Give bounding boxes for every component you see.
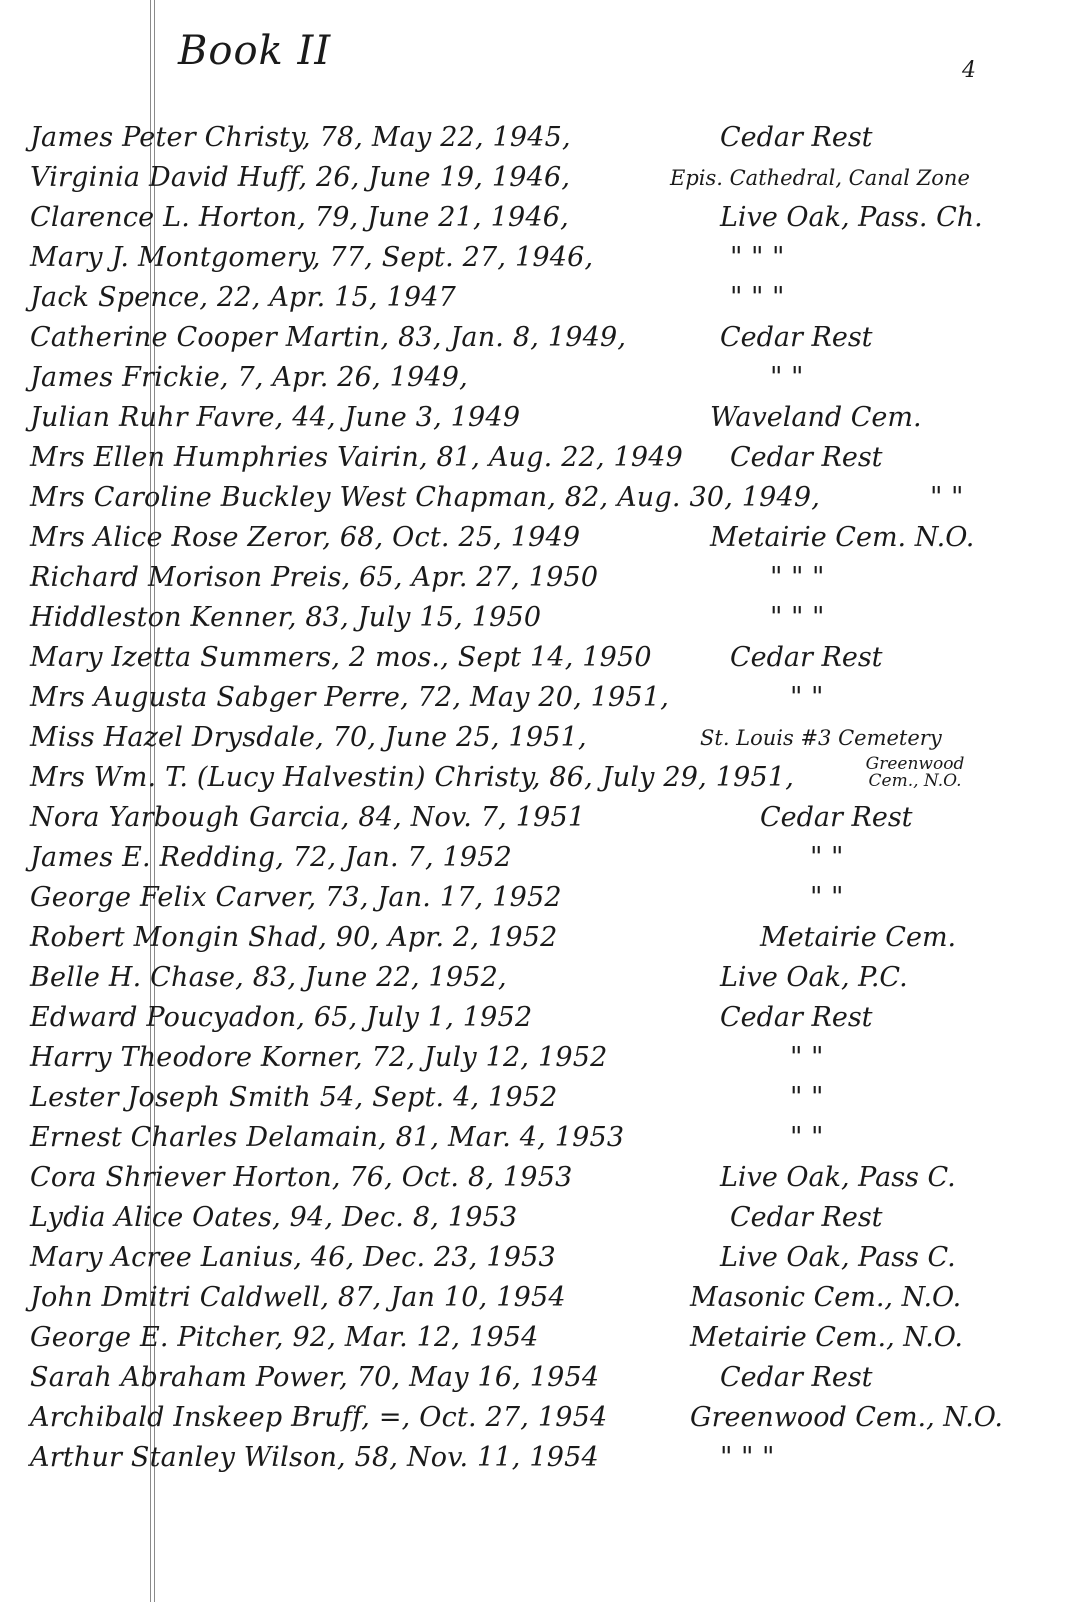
entry-text: James E. Redding, 72, Jan. 7, 1952: [30, 842, 513, 873]
entry-place: Live Oak, Pass C.: [720, 1162, 956, 1193]
entry-place: " ": [790, 1042, 824, 1073]
entry-place: " ": [930, 482, 964, 513]
list-item: [30, 278, 1050, 318]
list-item: [30, 1358, 1050, 1398]
entry-place: Cedar Rest: [760, 802, 913, 833]
entry-text: James Peter Christy, 78, May 22, 1945,: [30, 122, 571, 153]
list-item: [30, 1398, 1050, 1438]
entry-place: " ": [790, 682, 824, 713]
entry-text: Nora Yarbough Garcia, 84, Nov. 7, 1951: [30, 802, 586, 833]
list-item: [30, 1438, 1050, 1478]
page-title: Book II: [178, 28, 332, 74]
list-item: [30, 398, 1050, 438]
entry-text: Miss Hazel Drysdale, 70, June 25, 1951,: [30, 722, 587, 753]
corner-mark: 4: [962, 58, 976, 83]
entry-text: George Felix Carver, 73, Jan. 17, 1952: [30, 882, 562, 913]
entry-text: Belle H. Chase, 83, June 22, 1952,: [30, 962, 507, 993]
entry-text: Julian Ruhr Favre, 44, June 3, 1949: [30, 402, 521, 433]
entry-text: Arthur Stanley Wilson, 58, Nov. 11, 1954: [30, 1442, 599, 1473]
entry-text: Archibald Inskeep Bruff, =, Oct. 27, 1954: [30, 1402, 608, 1433]
entry-text: Lydia Alice Oates, 94, Dec. 8, 1953: [30, 1202, 518, 1233]
list-item: [30, 638, 1050, 678]
list-item: [30, 238, 1050, 278]
entry-text: Mrs Wm. T. (Lucy Halvestin) Christy, 86, July 29, 1951,: [30, 762, 795, 793]
list-item: [30, 198, 1050, 238]
list-item: [30, 798, 1050, 838]
entry-place: " ": [770, 362, 804, 393]
entry-text: Cora Shriever Horton, 76, Oct. 8, 1953: [30, 1162, 573, 1193]
list-item: [30, 1038, 1050, 1078]
entry-text: Mrs Augusta Sabger Perre, 72, May 20, 1951,: [30, 682, 669, 713]
list-item: [30, 518, 1050, 558]
list-item: [30, 838, 1050, 878]
list-item: [30, 158, 1050, 198]
entry-place: " " ": [730, 242, 785, 273]
entry-place: Greenwood Cem., N.O.: [690, 1402, 1003, 1433]
entry-list: [30, 118, 1050, 1478]
entry-text: Mrs Alice Rose Zeror, 68, Oct. 25, 1949: [30, 522, 581, 553]
list-item: [30, 1158, 1050, 1198]
entry-place: Cedar Rest: [730, 442, 883, 473]
entry-text: George E. Pitcher, 92, Mar. 12, 1954: [30, 1322, 539, 1353]
list-item: [30, 438, 1050, 478]
list-item: [30, 598, 1050, 638]
entry-place: Cedar Rest: [730, 642, 883, 673]
list-item: [30, 918, 1050, 958]
entry-place: Metairie Cem.: [760, 922, 957, 953]
list-item: [30, 958, 1050, 998]
entry-place: Greenwood Cem., N.O.: [865, 754, 965, 791]
entry-place: Cedar Rest: [720, 1002, 873, 1033]
entry-place: Metairie Cem. N.O.: [710, 522, 975, 553]
entry-text: Mary J. Montgomery, 77, Sept. 27, 1946,: [30, 242, 594, 273]
entry-place: " " ": [770, 602, 825, 633]
list-item: [30, 118, 1050, 158]
entry-place: Metairie Cem., N.O.: [690, 1322, 963, 1353]
entry-place: " ": [790, 1122, 824, 1153]
entry-text: Mary Izetta Summers, 2 mos., Sept 14, 1950: [30, 642, 652, 673]
list-item: [30, 358, 1050, 398]
entry-place: Live Oak, P.C.: [720, 962, 908, 993]
entry-place: Cedar Rest: [730, 1202, 883, 1233]
entry-place: " ": [810, 842, 844, 873]
entry-text: John Dmitri Caldwell, 87, Jan 10, 1954: [30, 1282, 566, 1313]
entry-place: " " ": [720, 1442, 775, 1473]
list-item: [30, 1118, 1050, 1158]
entry-place: St. Louis #3 Cemetery: [700, 726, 942, 750]
entry-text: Edward Poucyadon, 65, July 1, 1952: [30, 1002, 533, 1033]
entry-text: Harry Theodore Korner, 72, July 12, 1952: [30, 1042, 608, 1073]
list-item: [30, 1198, 1050, 1238]
list-item: [30, 1078, 1050, 1118]
entry-place: Waveland Cem.: [710, 402, 922, 433]
list-item: [30, 478, 1050, 518]
entry-text: Lester Joseph Smith 54, Sept. 4, 1952: [30, 1082, 558, 1113]
entry-place: " " ": [730, 282, 785, 313]
list-item: [30, 1278, 1050, 1318]
entry-place: " " ": [770, 562, 825, 593]
entry-text: Mrs Caroline Buckley West Chapman, 82, Aug. 30, 1949,: [30, 482, 821, 513]
entry-place: Cedar Rest: [720, 1362, 873, 1393]
entry-place: Masonic Cem., N.O.: [690, 1282, 962, 1313]
entry-place: Live Oak, Pass C.: [720, 1242, 956, 1273]
entry-text: Richard Morison Preis, 65, Apr. 27, 1950: [30, 562, 599, 593]
entry-text: Virginia David Huff, 26, June 19, 1946,: [30, 162, 571, 193]
entry-text: James Frickie, 7, Apr. 26, 1949,: [30, 362, 468, 393]
entry-text: Ernest Charles Delamain, 81, Mar. 4, 1953: [30, 1122, 625, 1153]
list-item: [30, 754, 1050, 798]
entry-place: Cedar Rest: [720, 322, 873, 353]
entry-place: " ": [810, 882, 844, 913]
list-item: [30, 878, 1050, 918]
list-item: [30, 678, 1050, 718]
entry-text: Mary Acree Lanius, 46, Dec. 23, 1953: [30, 1242, 556, 1273]
entry-text: Sarah Abraham Power, 70, May 16, 1954: [30, 1362, 600, 1393]
list-item: [30, 998, 1050, 1038]
list-item: [30, 318, 1050, 358]
entry-place: " ": [790, 1082, 824, 1113]
entry-text: Robert Mongin Shad, 90, Apr. 2, 1952: [30, 922, 558, 953]
list-item: [30, 1238, 1050, 1278]
entry-text: Clarence L. Horton, 79, June 21, 1946,: [30, 202, 569, 233]
entry-text: Mrs Ellen Humphries Vairin, 81, Aug. 22, 1949: [30, 442, 684, 473]
entry-text: Jack Spence, 22, Apr. 15, 1947: [30, 282, 457, 313]
list-item: [30, 1318, 1050, 1358]
list-item: [30, 558, 1050, 598]
entry-place: Live Oak, Pass. Ch.: [720, 202, 983, 233]
entry-place: Epis. Cathedral, Canal Zone: [670, 166, 970, 190]
entry-text: Catherine Cooper Martin, 83, Jan. 8, 1949,: [30, 322, 627, 353]
entry-place: Cedar Rest: [720, 122, 873, 153]
list-item: [30, 718, 1050, 758]
entry-text: Hiddleston Kenner, 83, July 15, 1950: [30, 602, 542, 633]
